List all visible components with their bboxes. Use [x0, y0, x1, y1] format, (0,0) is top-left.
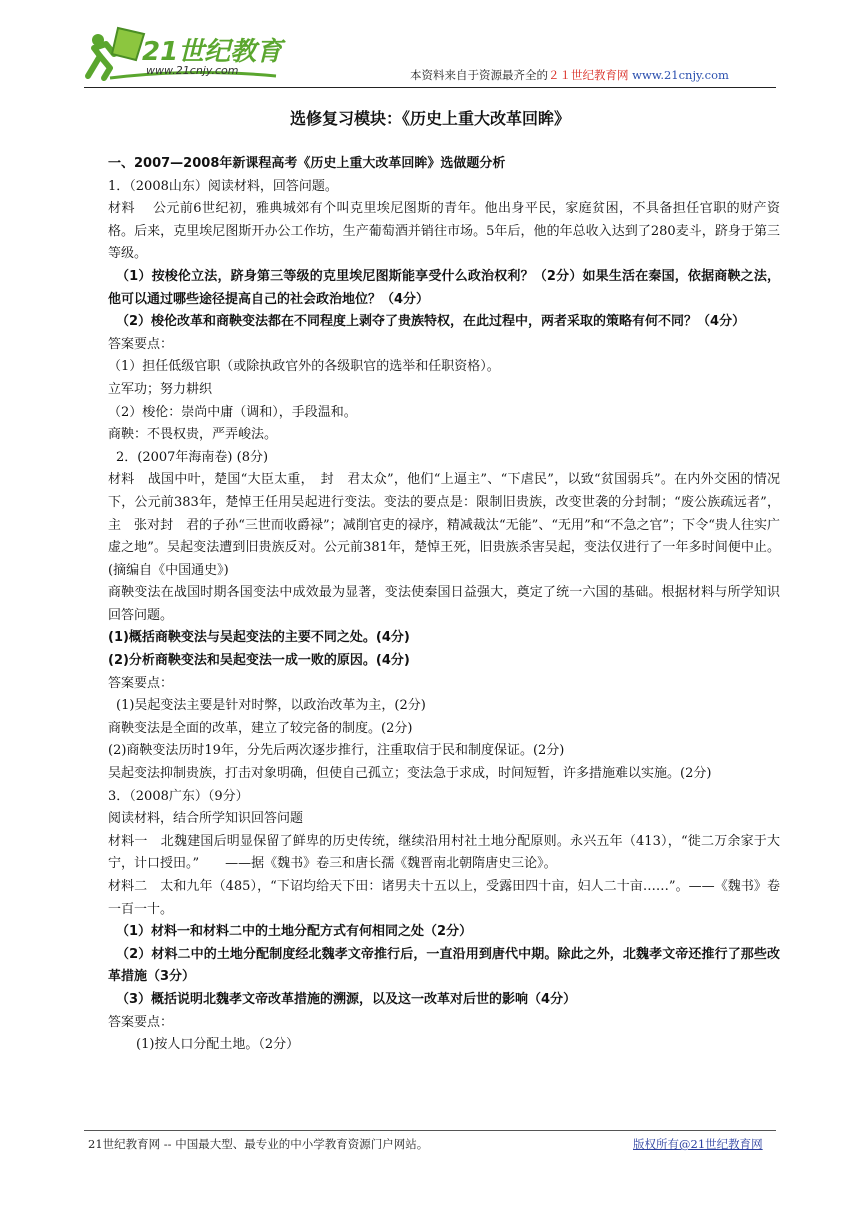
logo-graphic [80, 20, 290, 86]
header-note-url[interactable]: www.21cnjy.com [632, 68, 729, 82]
paragraph: 材料 战国中叶，楚国“大臣太重， 封 君太众”，他们“上逼主”、“下虐民”，以致“贫国弱兵”。在内外交困的情况下，公元前383年，楚悼王任用吴起进行变法。变法的要点是：限制旧贵族，改变世袭的分封制；“废公族疏远者”，主 张对封 君的子孙“三世而收爵禄”；减削官吏的禄序，精减裁汰“无能”、“无用”和“不急之官”；下令“贵人往实广虚之地”。吴起变法遭到旧贵族反对。公元前381年，楚悼王死，旧贵族杀害吴起，变法仅进行了一年多时间便中止。(摘编自《中国通史》) [108, 472, 780, 578]
paragraph: 3．（2008广东）（9分） [108, 788, 249, 804]
paragraph: 阅读材料，结合所学知识回答问题 [108, 811, 304, 827]
paragraph: 1．（2008山东）阅读材料，回答问题。 [108, 178, 338, 194]
paragraph: （2）材料二中的土地分配制度经北魏孝文帝推行后，一直沿用到唐代中期。除此之外，北魏孝文帝还推行了那些改革措施（3分） [108, 946, 780, 985]
page-title: 选修复习模块：《历史上重大改革回眸》 [289, 109, 570, 128]
paragraph: 答案要点： [108, 336, 174, 352]
paragraph: (1)按人口分配土地。（2分） [136, 1037, 300, 1053]
document-body [108, 153, 780, 1057]
paragraph: 答案要点： [108, 675, 174, 691]
paragraph: 一、2007—2008年新课程高考《历史上重大改革回眸》选做题分析 [108, 156, 506, 171]
paragraph: 2．(2007年海南卷) (8分) [116, 449, 269, 465]
paragraph: 答案要点： [108, 1014, 174, 1030]
site-logo[interactable] [80, 20, 290, 86]
footer-text: 21世纪教育网 -- 中国最大型、最专业的中小学教育资源门户网站。 [88, 1137, 429, 1151]
paragraph: (2)分析商鞅变法和吴起变法一成一败的原因。(4分) [108, 653, 410, 669]
logo-text: 21世纪教育 [142, 37, 283, 67]
paragraph: （1）材料一和材料二中的土地分配方式有何相同之处（2分） [116, 924, 473, 940]
paragraph: 材料 公元前6世纪初，雅典城郊有个叫克里埃尼图斯的青年。他出身平民，家庭贫困，不具备担任官职的财产资格。后来，克里埃尼图斯开办公工作坊，生产葡萄酒并销往市场。5年后，他的年总收入达到了280麦斗，跻身于第三等级。 [108, 201, 780, 262]
paragraph: 商鞅：不畏权贵，严弄峻法。 [108, 427, 278, 443]
paragraph: 材料一 北魏建国后明显保留了鲜卑的历史传统，继续沿用村社土地分配原则。永兴五年（413），“徙二万余家于大宁，计口授田。” ——据《魏书》卷三和唐长孺《魏晋南北朝隋唐史三论》。 [108, 833, 780, 872]
paragraph: 商鞅变法是全面的改革，建立了较完备的制度。(2分) [108, 720, 413, 736]
paragraph: （1）按梭伦立法，跻身第三等级的克里埃尼图斯能享受什么政治权利？（2分）如果生活在秦国，依据商鞅之法，他可以通过哪些途径提高自己的社会政治地位？（4分） [108, 268, 780, 307]
paragraph: 吴起变法抑制贵族，打击对象明确，但使自己孤立；变法急于求成，时间短暂，许多措施难以实施。(2分) [108, 766, 712, 782]
paragraph: 立军功；努力耕织 [108, 381, 213, 397]
footer-copyright-link[interactable]: 版权所有@21世纪教育网 [633, 1137, 763, 1151]
header-note-brand: ２１世纪教育网 [548, 68, 629, 82]
logo-url: www.21cnjy.com [146, 64, 239, 77]
paragraph: （3）概括说明北魏孝文帝改革措施的溯源，以及这一改革对后世的影响（4分） [116, 991, 577, 1007]
header-note [410, 67, 729, 83]
header-note-prefix: 本资料来自于资源最齐全的 [410, 68, 548, 82]
paragraph: (1)概括商鞅变法与吴起变法的主要不同之处。(4分) [108, 630, 410, 646]
paragraph: （2）梭伦：崇尚中庸（调和），手段温和。 [108, 404, 357, 420]
paragraph: （1）担任低级官职（或除执政官外的各级职官的选举和任职资格）。 [108, 359, 500, 375]
paragraph: (2)商鞅变法历时19年，分先后两次逐步推行，注重取信于民和制度保证。(2分) [108, 743, 565, 759]
header-divider [84, 87, 776, 88]
paragraph: （2）梭伦改革和商鞅变法都在不同程度上剥夺了贵族特权，在此过程中，两者采取的策略有何不同？（4分） [116, 314, 746, 330]
paragraph: 商鞅变法在战国时期各国变法中成效最为显著，变法使秦国日益强大，奠定了统一六国的基础。根据材料与所学知识回答问题。 [108, 585, 780, 623]
footer-divider [84, 1130, 776, 1131]
paragraph: 材料二 太和九年（485），“下诏均给天下田：诸男夫十五以上，受露田四十亩，妇人二十亩……”。——《魏书》卷一百一十。 [108, 879, 780, 917]
paragraph: (1)吴起变法主要是针对时弊，以政治改革为主，(2分) [116, 698, 426, 714]
